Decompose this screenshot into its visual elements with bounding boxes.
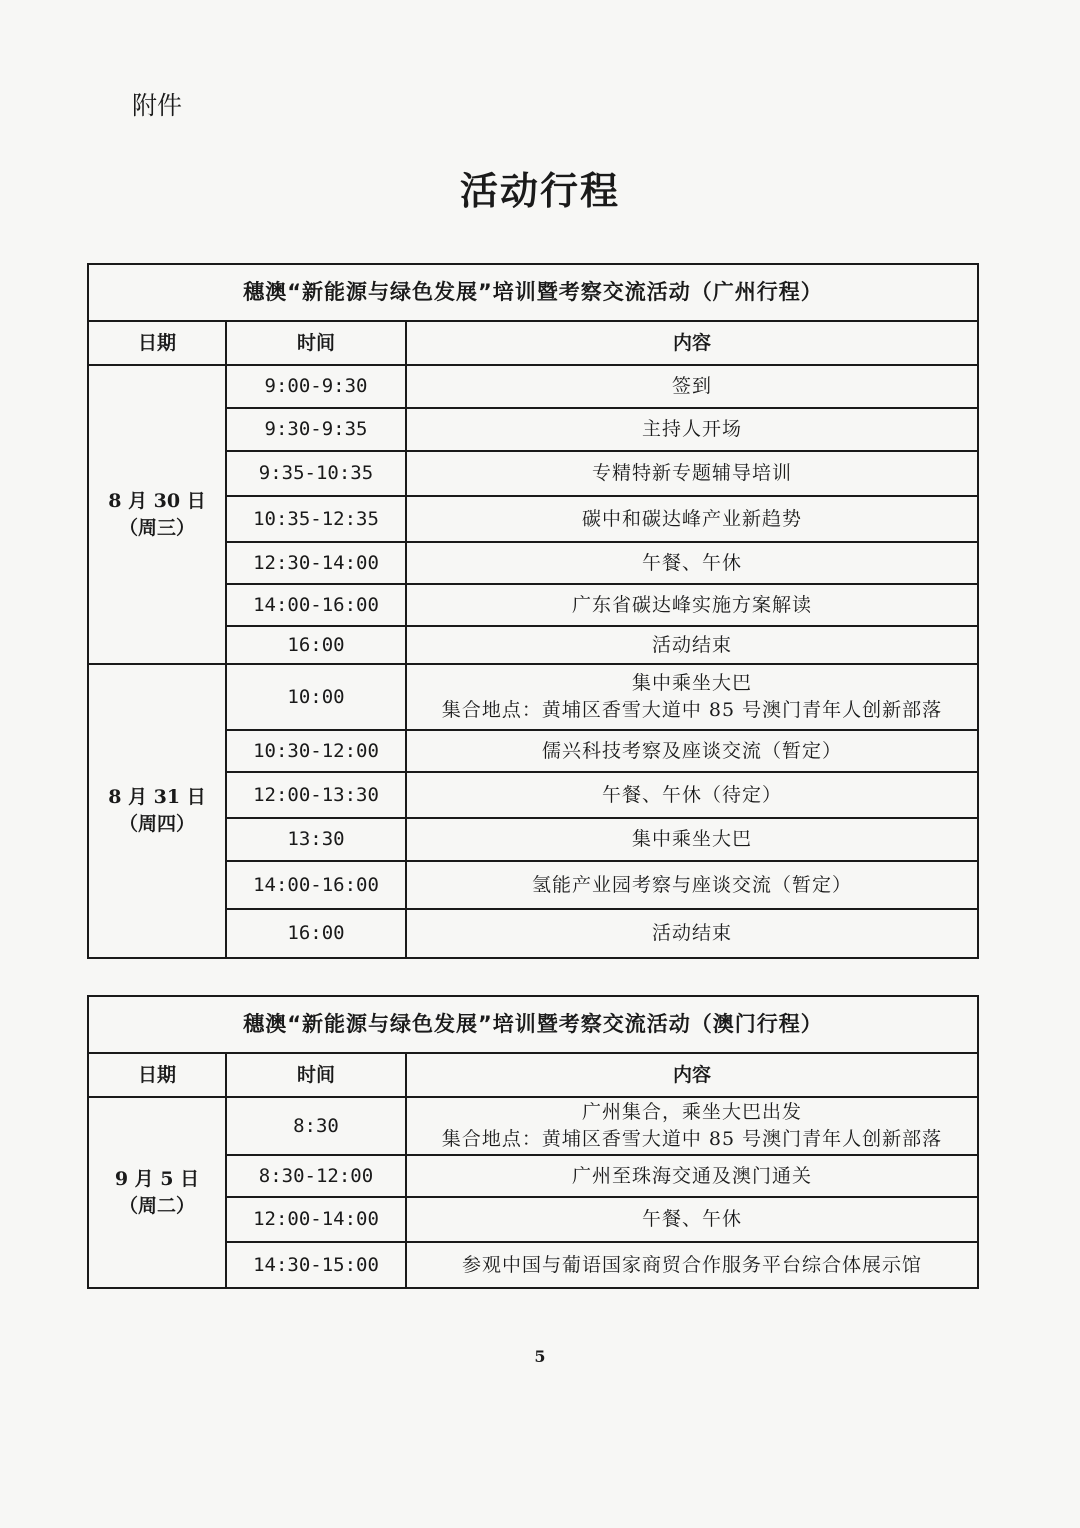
page-title: 活动行程 [459, 169, 620, 213]
caption-row [88, 264, 978, 321]
content-line: 参观中国与葡语国家商贸合作服务平台综合体展示馆 [462, 1253, 923, 1276]
content-line: 活动结束 [652, 922, 733, 944]
content-cell [406, 584, 978, 626]
time-cell: 12:30-14:00 [226, 542, 406, 584]
time-cell: 9:35-10:35 [226, 451, 406, 496]
content-line: 午餐、午休（待定） [602, 783, 783, 806]
time-cell: 10:30-12:00 [226, 730, 406, 772]
time-cell: 8:30-12:00 [226, 1155, 406, 1197]
time-cell: 12:00-13:30 [226, 772, 406, 818]
content-cell [406, 542, 978, 584]
content-line: 广东省碳达峰实施方案解读 [572, 593, 813, 616]
time-cell: 16:00 [226, 909, 406, 958]
content-cell [406, 626, 978, 664]
time-cell: 16:00 [226, 626, 406, 664]
table-row [88, 664, 978, 730]
date-cell [88, 1097, 226, 1288]
content-cell [406, 365, 978, 408]
weekday-text: （周四） [118, 813, 195, 835]
column-header-date: 日期 [88, 1053, 226, 1097]
time-cell: 9:00-9:30 [226, 365, 406, 408]
page-number: 5 [534, 1347, 546, 1366]
content-line: 氢能产业园考察与座谈交流（暂定） [532, 873, 853, 896]
date-cell [88, 664, 226, 958]
content-cell [406, 1197, 978, 1242]
content-cell [406, 1242, 978, 1288]
content-line: 午餐、午休 [642, 551, 743, 574]
date-cell [88, 365, 226, 664]
attachment-label: 附件 [132, 91, 183, 120]
column-header-time: 时间 [226, 321, 406, 365]
content-cell [406, 1155, 978, 1197]
content-line: 广州集合，乘坐大巴出发 [582, 1101, 803, 1123]
time-cell: 12:00-14:00 [226, 1197, 406, 1242]
content-cell [406, 408, 978, 451]
macau-schedule-table [87, 995, 979, 1289]
content-cell [406, 730, 978, 772]
content-cell [406, 1097, 978, 1155]
time-cell: 13:30 [226, 818, 406, 861]
date-text: 8 月 30 日 [108, 489, 206, 512]
header-row [88, 1053, 978, 1097]
content-line: 儒兴科技考察及座谈交流（暂定） [542, 739, 843, 762]
date-text: 8 月 31 日 [108, 786, 206, 808]
content-line: 广州至珠海交通及澳门通关 [572, 1164, 813, 1187]
weekday-text: （周三） [118, 516, 195, 539]
content-cell [406, 451, 978, 496]
content-line: 专精特新专题辅导培训 [592, 462, 793, 484]
content-cell [406, 772, 978, 818]
content-line: 集中乘坐大巴 [632, 672, 753, 694]
content-cell [406, 664, 978, 730]
table-row [88, 365, 978, 408]
column-header-content: 内容 [406, 321, 978, 365]
time-cell: 14:00-16:00 [226, 861, 406, 909]
column-header-time: 时间 [226, 1053, 406, 1097]
weekday-text: （周二） [118, 1194, 195, 1217]
content-line: 主持人开场 [642, 418, 743, 440]
time-cell: 9:30-9:35 [226, 408, 406, 451]
table-caption: 穗澳“新能源与绿色发展”培训暨考察交流活动（澳门行程） [88, 996, 978, 1053]
column-header-date: 日期 [88, 321, 226, 365]
time-cell: 8:30 [226, 1097, 406, 1155]
content-line: 活动结束 [652, 633, 733, 656]
time-cell: 10:00 [226, 664, 406, 730]
content-cell [406, 818, 978, 861]
content-line: 集中乘坐大巴 [632, 828, 753, 850]
table-caption: 穗澳“新能源与绿色发展”培训暨考察交流活动（广州行程） [88, 264, 978, 321]
content-line: 集合地点：黄埔区香雪大道中 85 号澳门青年人创新部落 [441, 699, 943, 721]
time-cell: 14:00-16:00 [226, 584, 406, 626]
content-cell [406, 861, 978, 909]
time-cell: 14:30-15:00 [226, 1242, 406, 1288]
content-line: 签到 [672, 375, 713, 397]
table-row [88, 1097, 978, 1155]
date-text: 9 月 5 日 [114, 1167, 200, 1190]
time-cell: 10:35-12:35 [226, 496, 406, 542]
caption-row [88, 996, 978, 1053]
content-line: 午餐、午休 [642, 1208, 743, 1230]
content-line: 碳中和碳达峰产业新趋势 [582, 507, 803, 530]
content-line: 集合地点：黄埔区香雪大道中 85 号澳门青年人创新部落 [441, 1128, 943, 1150]
content-cell [406, 909, 978, 958]
content-cell [406, 496, 978, 542]
guangzhou-schedule-table [87, 263, 979, 959]
header-row [88, 321, 978, 365]
column-header-content: 内容 [406, 1053, 978, 1097]
